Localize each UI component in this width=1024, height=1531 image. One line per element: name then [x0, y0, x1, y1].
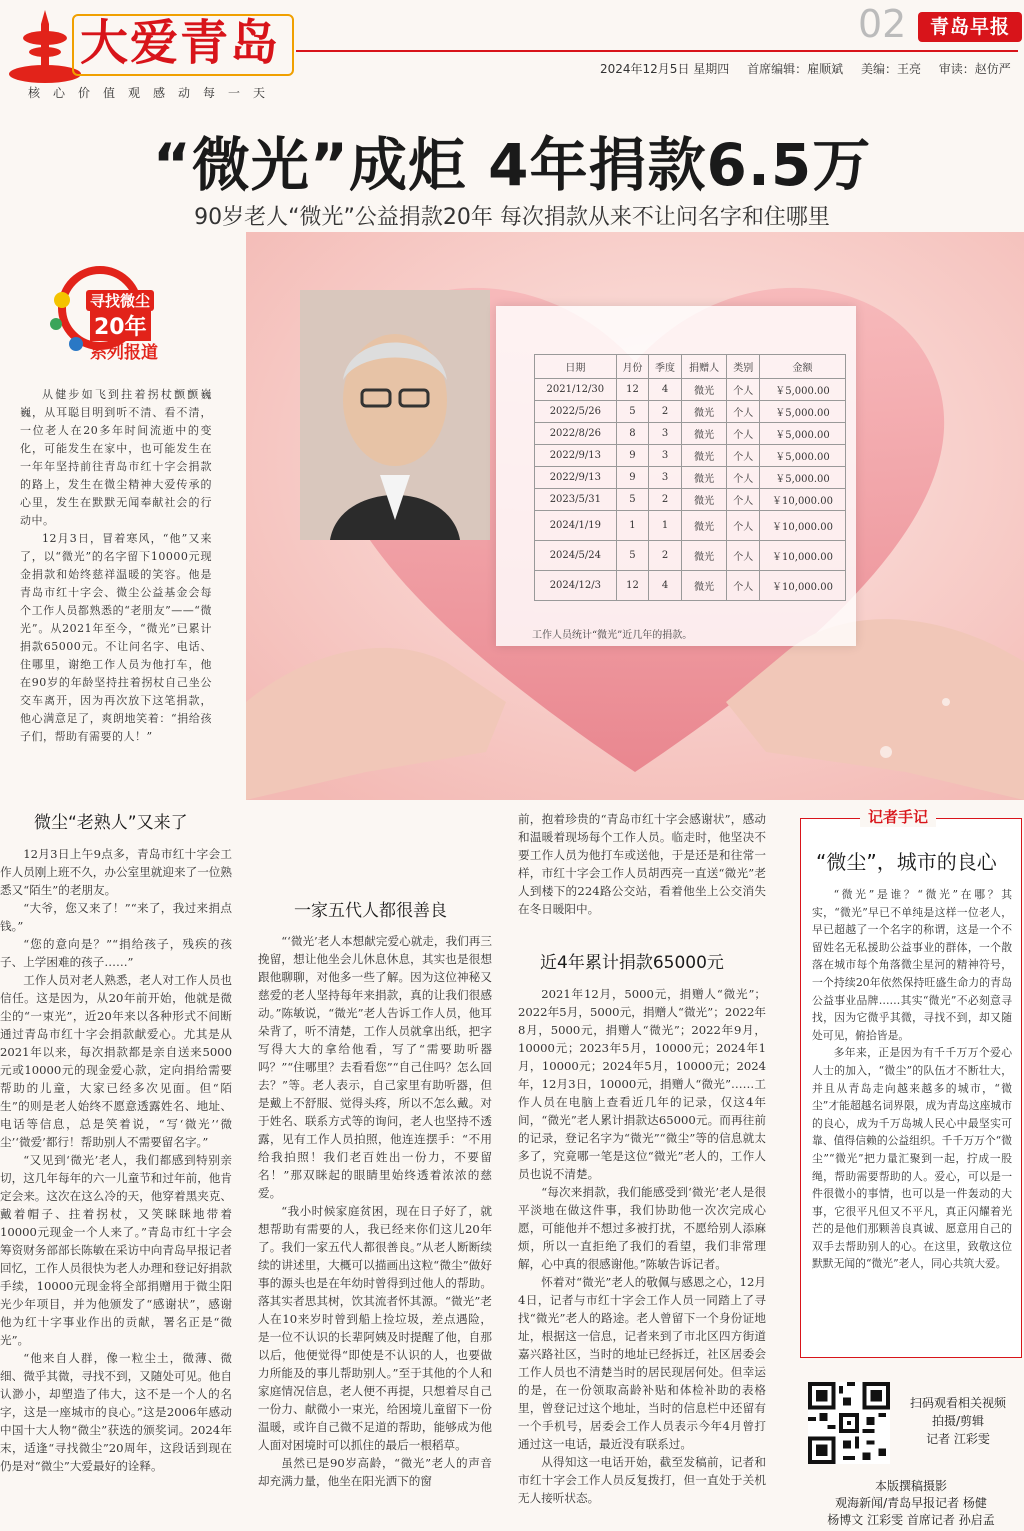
table-row [535, 467, 846, 489]
table-header: 日期 [535, 355, 617, 379]
article-lead [20, 386, 212, 746]
table-cell: ￥5,000.00 [760, 467, 846, 489]
table-header: 季度 [649, 355, 682, 379]
table-cell: 1 [616, 511, 649, 541]
reporter-note-body [812, 886, 1012, 1273]
table-cell: 12 [616, 571, 649, 601]
table-cell: 微光 [681, 489, 727, 511]
subheadline: 90岁老人“微光”公益捐款20年 每次捐款从来不让问名字和住哪里 [194, 205, 830, 230]
credits-line: 本版撰稿摄影 [874, 1479, 947, 1493]
reporter-note-title: “微尘”，城市的良心 [816, 850, 997, 874]
table-cell: 9 [616, 445, 649, 467]
table-cell: 个人 [727, 511, 760, 541]
table-cell: 微光 [681, 541, 727, 571]
series-badge-line2: 20年 [90, 310, 151, 341]
byline-credits [800, 1478, 1022, 1529]
section-title-3: 近4年累计捐款65000元 [540, 953, 724, 973]
table-header: 捐赠人 [681, 355, 727, 379]
table-cell: ￥5,000.00 [760, 401, 846, 423]
table-cell: 个人 [727, 423, 760, 445]
table-cell: 2024/5/24 [535, 541, 617, 571]
slogan: 核心价值观感动每一天 [28, 86, 279, 100]
section-title-1: 微尘“老熟人”又来了 [34, 813, 188, 833]
section-2-continuation [518, 810, 766, 938]
table-cell: 2 [649, 401, 682, 423]
table-cell: ￥10,000.00 [760, 489, 846, 511]
series-badge-line3: 系列报道 [90, 343, 158, 363]
table-row [535, 489, 846, 511]
table-cell: ￥5,000.00 [760, 379, 846, 401]
section-title-2: 一家五代人都很善良 [294, 901, 447, 921]
body-paragraph: “每次来捐款，我们能感受到‘微光’老人是很平淡地在做这件事，我们协助他一次次完成心愿，可能他并不想过多被打扰，不愿给别人添麻烦，所以一直拒绝了我们的看望，我们非常理解，心中真的很感谢他。”陈敏告诉记者。 [518, 1185, 766, 1271]
table-cell: 5 [616, 541, 649, 571]
table-cell: 5 [616, 489, 649, 511]
proofreader: 审读：赵仿严 [938, 62, 1011, 76]
table-cell: 8 [616, 423, 649, 445]
body-paragraph: “‘微光’老人本想献完爱心就走，我们再三挽留，想让他坐会儿休息休息，其实也是很想跟他聊聊，对他多一些了解。因为这位神秘又慈爱的老人坚持每年来捐款，真的让我们很感动。”陈敏说，“微光”老人告诉工作人员，他耳朵背了，听不清楚，工作人员就拿出纸，把字写得大大的拿给他看，写了“需要助听器吗？”“住哪里？去看看您”“自己住吗？怎么回去？”等。老人表示，自己家里有助听器，但是戴上不舒服、觉得头疼，所以不怎么戴。对于姓名、联系方式等的询问，老人也坚持不透露，见有工作人员拍照，他连连摆手：“不用给我拍照！我们老百姓出一份力，不要留名！”那双眯起的眼睛里始终透着浓浓的慈爱。 [258, 934, 492, 1200]
qr-caption-line: 扫码观看相关视频 [909, 1396, 1006, 1410]
table-cell: 微光 [681, 511, 727, 541]
table-cell: 2022/9/13 [535, 445, 617, 467]
table-cell: 个人 [727, 445, 760, 467]
body-paragraph: 2021年12月，5000元，捐赠人“微光”；2022年5月，5000元，捐赠人“微光”；2022年8月，5000元，捐赠人“微光”；2022年9月，10000元；2023年5月，10000元；2024年1月，10000元；2024年5月，10000元；2024年，12月3日，10000元，捐赠人“微光”……工作人员在电脑上查看近几年的记录，仅这4年间，“微光”老人累计捐款达65000元。而再往前的记录，登记名字为“微光”“微尘”等的信息就太多了，究竟哪一笔是这位“微光”老人的，工作人员也说不清楚。 [518, 987, 766, 1181]
table-cell: 1 [649, 511, 682, 541]
table-cell: 4 [649, 571, 682, 601]
section-2-body [258, 932, 492, 1528]
body-paragraph: “您的意向是？”“捐给孩子，残疾的孩子、上学困难的孩子……” [0, 937, 232, 969]
table-cell: 2021/12/30 [535, 379, 617, 401]
series-badge-line1: 寻找微尘 [86, 290, 154, 311]
qr-caption [900, 1394, 1016, 1448]
table-header: 月份 [616, 355, 649, 379]
table-cell: 12 [616, 379, 649, 401]
table-cell: 2022/5/26 [535, 401, 617, 423]
donation-record-sheet [496, 306, 856, 646]
art-editor: 美编：王亮 [860, 62, 921, 76]
elderly-man-portrait [300, 290, 490, 540]
table-cell: 2024/1/19 [535, 511, 617, 541]
table-cell: 2 [649, 489, 682, 511]
table-row [535, 541, 846, 571]
table-cell: 微光 [681, 401, 727, 423]
table-cell: 9 [616, 467, 649, 489]
table-cell: 个人 [727, 541, 760, 571]
table-cell: 个人 [727, 571, 760, 601]
body-paragraph: “他来自人群，像一粒尘土，微薄、微细、微乎其微，寻找不到，又随处可见。他自认渺小，却塑造了伟大，这不是一个人的名字，这是一座城市的良心。”这是2006年感动中国十大人物“微尘”获选的颁奖词。2024年末，适逢“寻找微尘”20周年，这段话到现在仍是对“微尘”大爱最好的诠释。 [0, 1351, 232, 1473]
table-cell: 2022/9/13 [535, 467, 617, 489]
body-paragraph: “我小时候家庭贫困，现在日子好了，就想帮助有需要的人，我已经来你们这儿20年了。我们一家五代人都很善良。”从老人断断续续的讲述里，大概可以描画出这粒“微尘”做好事的源头也是在年幼时曾得到过他人的帮助。落其实者思其树，饮其流者怀其源。“微光”老人在10来岁时曾到船上捡垃圾，差点遇险，是一位不认识的长辈阿姨及时提醒了他，自那以后，他便觉得“即使是不认识的人，也要做力所能及的事儿帮助别人。”至于其他的个人和家庭情况信息，老人便不再提，只想着尽自己一份力、献微小一束光，给困境儿童留下一份温暖，或许自己微不足道的帮助，能够成为他人面对困境时可以抓住的最后一根稻草。 [258, 1204, 492, 1452]
table-cell: 个人 [727, 401, 760, 423]
body-paragraph: “大爷，您又来了！”“来了，我过来捐点钱。” [0, 901, 232, 933]
table-row [535, 379, 846, 401]
body-paragraph: 12月3日上午9点多，青岛市红十字会工作人员刚上班不久，办公室里就迎来了一位熟悉又“陌生”的老朋友。 [0, 847, 232, 897]
table-cell: ￥5,000.00 [760, 445, 846, 467]
table-row [535, 511, 846, 541]
credits-line: 观海新闻/青岛早报记者 杨健 [835, 1496, 987, 1510]
table-cell: 2023/5/31 [535, 489, 617, 511]
table-cell: 2 [649, 541, 682, 571]
paper-logo: 青岛早报 [918, 12, 1022, 42]
section-3-body [518, 985, 766, 1530]
donation-table [534, 354, 846, 601]
page-number: 02 [858, 2, 907, 46]
table-cell: 2024/12/3 [535, 571, 617, 601]
section-1-body [0, 845, 232, 1525]
issue-date: 2024年12月5日 星期四 [600, 62, 730, 76]
table-cell: 微光 [681, 571, 727, 601]
qr-caption-line: 记者 江彩雯 [926, 1432, 990, 1446]
table-cell: 微光 [681, 445, 727, 467]
photo-caption: 工作人员统计“微光”近几年的捐款。 [532, 630, 693, 641]
note-paragraph: 多年来，正是因为有千千万万个爱心人士的加入，“微尘”的队伍才不断壮大，并且从青岛走向越来越多的城市，“微尘”才能超越名词界限，成为青岛这座城市的良心，成为千万岛城人民心中最坚实可靠、值得信赖的公益组织。千千万万个“微尘”“微光”把力量汇聚到一起，拧成一股绳，帮助需要帮助的人。爱心，可以是一件很微小的事情，也可以是一件轰动的大事，它很平凡但又不平凡，真正闪耀着光芒的是他们那颗善良真诚、愿意用自己的双手去帮助别人的心。在这里，致敬这位默默无闻的“微光”老人，同心共筑大爱。 [812, 1046, 1012, 1271]
body-paragraph: 前，抱着珍贵的“青岛市红十字会感谢状”，感动和温暖着现场每个工作人员。临走时，他坚决不要工作人员为他打车或送他，于是还是和往常一样，市红十字会工作人员胡西亮一直送“微光”老人到楼下的224路公交站，看着他坐上公交消失在冬日暖阳中。 [518, 812, 766, 916]
table-header-row [535, 355, 846, 379]
table-header: 类别 [727, 355, 760, 379]
body-paragraph: 怀着对“微光”老人的敬佩与感恩之心，12月4日，记者与市红十字会工作人员一同踏上了寻找“微光”老人的路途。老人曾留下一个身份证地址，根据这一信息，记者来到了市北区四方街道嘉兴路社区，当时的地址已经拆迁，社区居委会工作人员也不清楚当时的居民现居何处。但幸运的是，在一份领取高龄补贴和体检补助的表格里，曾登记过这个地址，当时的信息栏中还留有一个手机号，居委会工作人员表示今年4月曾打通过这一电话，最近没有联系过。 [518, 1275, 766, 1451]
body-paragraph: 虽然已是90岁高龄，“微光”老人的声音却充满力量，他坐在阳光洒下的窗 [258, 1456, 492, 1488]
body-paragraph: 工作人员对老人熟悉，老人对工作人员也信任。这是因为，从20年前开始，他就是微尘的“一束光”，近20年来以各种形式不间断通过青岛市红十字会捐款献爱心。尤其是从2021年以来，每次捐款都是亲自送来5000元或10000元的现金爱心款，定向捐给需要帮助的儿童，大家已经多次见面。但“陌生”的则是老人始终不愿意透露姓名、地址、电话等信息，总是笑着说，“写‘微光’‘微尘’‘微爱’都行！帮助别人不需要留名字。” [0, 973, 232, 1149]
table-cell: 2022/8/26 [535, 423, 617, 445]
table-cell: 3 [649, 467, 682, 489]
table-cell: ￥5,000.00 [760, 423, 846, 445]
table-cell: ￥10,000.00 [760, 571, 846, 601]
table-cell: ￥10,000.00 [760, 541, 846, 571]
reporter-note-tag: 记者手记 [860, 806, 936, 827]
headline: “微光”成炬 4年捐款6.5万 [152, 131, 872, 199]
table-cell: 微光 [681, 423, 727, 445]
table-cell: 微光 [681, 467, 727, 489]
issue-meta [600, 60, 1011, 77]
table-cell: 个人 [727, 467, 760, 489]
lead-paragraph: 从健步如飞到拄着拐杖颤颤巍巍，从耳聪目明到听不清、看不清，一位老人在20多年时间流逝中的变化，可能发生在家中，也可能发生在一年年坚持前往青岛市红十字会捐款的路上，发生在微尘精神大爱传承的心里，发生在默默无闻奉献社会的行动中。 [20, 388, 212, 527]
table-row [535, 445, 846, 467]
table-cell: 3 [649, 445, 682, 467]
qr-code[interactable] [808, 1382, 890, 1464]
column-title: 大爱青岛 [80, 15, 281, 71]
table-row [535, 571, 846, 601]
table-header: 金额 [760, 355, 846, 379]
body-paragraph: “又见到‘微光’老人，我们都感到特别亲切，这几年每年的六一儿童节和过年前，他肯定会来。这次在这么冷的天，他穿着黑夹克、戴着帽子、拄着拐杖，又笑眯眯地带着10000元现金一个人来了。”青岛市红十字会筹资财务部部长陈敏在采访中向青岛早报记者回忆，工作人员很快为老人办理和登记好捐款手续，10000元现金将全部捐赠用于微尘阳光少年项目，并为他颁发了“感谢状”，感谢他为红十字事业作出的贡献，署名正是“微光”。 [0, 1153, 232, 1347]
credits-line: 杨博文 江彩雯 首席记者 孙启孟 [827, 1513, 995, 1527]
qr-caption-line: 拍摄/剪辑 [931, 1414, 985, 1428]
note-paragraph: “微光”是谁？“微光”在哪？其实，“微光”早已不单纯是这样一位老人，早已超越了一个名字的称谓，这是一个不留姓名无私援助公益事业的群体，一个散落在城市每个角落微尘星河的精神符号，一个持续20年依然保持旺盛生命力的青岛公益事业品牌……其实“微光”不必刻意寻找，因为它微乎其微，寻找不到，却又随处可见，俯拾皆是。 [812, 888, 1012, 1042]
table-cell: 个人 [727, 489, 760, 511]
table-cell: 3 [649, 423, 682, 445]
table-row [535, 423, 846, 445]
table-cell: ￥10,000.00 [760, 511, 846, 541]
header-rule [296, 50, 1018, 52]
lead-paragraph: 12月3日，冒着寒风，“他”又来了，以“微光”的名字留下10000元现金捐款和始终慈祥温暖的笑容。他是青岛市红十字会、微尘公益基金会每个工作人员都熟悉的“老朋友”——“微光”。从2021年至今，“微光”已累计捐款65000元。不让问名字、电话、住哪里，谢绝工作人员为他打车，他在90岁的年龄坚持拄着拐杖自己坐公交车离开，因为再次放下这笔捐款，他心满意足了，爽朗地笑着：“捐给孩子们，帮助有需要的人！” [20, 532, 212, 743]
table-cell: 微光 [681, 379, 727, 401]
table-cell: 个人 [727, 379, 760, 401]
table-row [535, 401, 846, 423]
table-cell: 5 [616, 401, 649, 423]
table-cell: 4 [649, 379, 682, 401]
chief-editor: 首席编辑：雇顺斌 [747, 62, 844, 76]
body-paragraph: 从得知这一电话开始，截至发稿前，记者和市红十字会工作人员反复拨打，但一直处于关机无人接听状态。 [518, 1455, 766, 1505]
